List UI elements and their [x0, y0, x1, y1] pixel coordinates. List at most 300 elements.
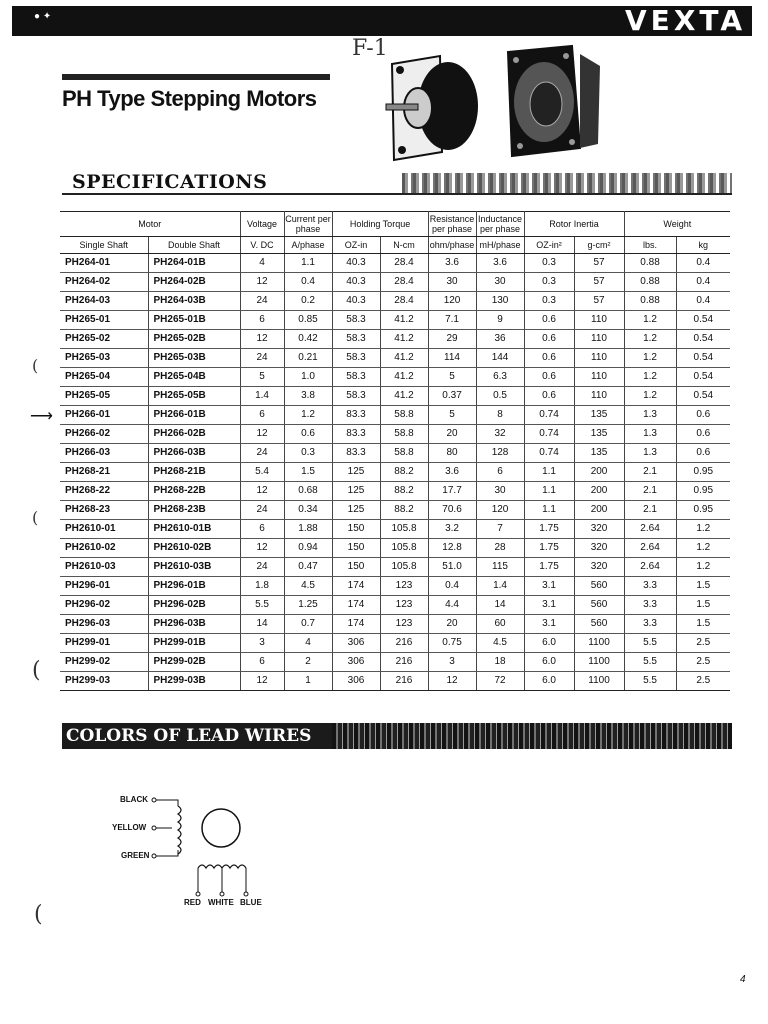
table-cell: 125 [332, 501, 380, 520]
table-cell: 24 [240, 444, 284, 463]
table-cell: 6.0 [524, 653, 574, 672]
table-cell: 3.3 [624, 596, 676, 615]
single-shaft-model: PH268-21 [60, 463, 148, 482]
table-row [60, 520, 730, 539]
table-cell: 0.95 [676, 482, 730, 501]
unit-header: OZ-in [332, 237, 380, 254]
table-cell: 150 [332, 520, 380, 539]
header-rotor-inertia: Rotor Inertia [524, 212, 624, 237]
table-row [60, 368, 730, 387]
double-shaft-model: PH268-22B [148, 482, 240, 501]
table-cell: 0.54 [676, 349, 730, 368]
wire-label-black: BLACK [120, 795, 148, 804]
table-cell: 83.3 [332, 406, 380, 425]
table-row [60, 653, 730, 672]
table-cell: 40.3 [332, 292, 380, 311]
table-cell: 200 [574, 501, 624, 520]
table-cell: 320 [574, 539, 624, 558]
table-cell: 0.54 [676, 368, 730, 387]
table-cell: 1.3 [624, 444, 676, 463]
table-cell: 3 [428, 653, 476, 672]
table-cell: 216 [380, 672, 428, 691]
wire-label-white: WHITE [208, 898, 234, 907]
table-cell: 1 [284, 672, 332, 691]
table-cell: 0.6 [676, 425, 730, 444]
single-shaft-model: PH264-03 [60, 292, 148, 311]
table-cell: 0.4 [676, 254, 730, 273]
table-cell: 0.4 [284, 273, 332, 292]
table-cell: 12 [240, 539, 284, 558]
table-cell: 1.2 [676, 520, 730, 539]
single-shaft-model: PH265-02 [60, 330, 148, 349]
table-cell: 88.2 [380, 463, 428, 482]
table-cell: 6 [476, 463, 524, 482]
table-cell: 6.0 [524, 672, 574, 691]
double-shaft-model: PH2610-02B [148, 539, 240, 558]
band-texture [402, 173, 732, 193]
table-cell: 30 [428, 273, 476, 292]
table-cell: 12 [240, 672, 284, 691]
table-cell: 4.4 [428, 596, 476, 615]
table-cell: 12 [240, 273, 284, 292]
header-weight: Weight [624, 212, 730, 237]
table-cell: 12 [428, 672, 476, 691]
table-cell: 5 [428, 368, 476, 387]
table-cell: 36 [476, 330, 524, 349]
table-cell: 123 [380, 596, 428, 615]
table-row [60, 406, 730, 425]
table-cell: 123 [380, 615, 428, 634]
single-shaft-model: PH299-02 [60, 653, 148, 672]
unit-header: Single Shaft [60, 237, 148, 254]
double-shaft-model: PH264-03B [148, 292, 240, 311]
table-cell: 0.2 [284, 292, 332, 311]
table-row [60, 425, 730, 444]
margin-bracket-3: ( [32, 658, 41, 683]
table-cell: 29 [428, 330, 476, 349]
table-cell: 0.54 [676, 387, 730, 406]
table-cell: 2.5 [676, 672, 730, 691]
table-cell: 40.3 [332, 254, 380, 273]
specifications-band [62, 171, 732, 197]
table-cell: 114 [428, 349, 476, 368]
table-cell: 28.4 [380, 292, 428, 311]
table-cell: 110 [574, 368, 624, 387]
table-cell: 0.54 [676, 311, 730, 330]
table-cell: 1.2 [624, 311, 676, 330]
table-cell: 1.5 [676, 615, 730, 634]
table-cell: 6 [240, 653, 284, 672]
table-cell: 2.1 [624, 501, 676, 520]
table-cell: 560 [574, 596, 624, 615]
header-current: Current per phase [284, 212, 332, 237]
table-cell: 32 [476, 425, 524, 444]
table-cell: 0.94 [284, 539, 332, 558]
table-cell: 0.3 [524, 292, 574, 311]
unit-header: V. DC [240, 237, 284, 254]
table-row [60, 254, 730, 273]
table-cell: 0.37 [428, 387, 476, 406]
table-cell: 41.2 [380, 330, 428, 349]
table-cell: 0.5 [476, 387, 524, 406]
table-cell: 1.1 [524, 482, 574, 501]
specifications-heading: SPECIFICATIONS [72, 171, 268, 193]
table-cell: 1.75 [524, 539, 574, 558]
table-cell: 58.3 [332, 387, 380, 406]
table-row [60, 273, 730, 292]
table-cell: 30 [476, 273, 524, 292]
table-cell: 0.4 [428, 577, 476, 596]
table-cell: 57 [574, 292, 624, 311]
page-number: 4 [740, 974, 746, 985]
table-cell: 3 [240, 634, 284, 653]
single-shaft-model: PH266-02 [60, 425, 148, 444]
table-cell: 0.34 [284, 501, 332, 520]
table-cell: 5.5 [240, 596, 284, 615]
table-cell: 58.8 [380, 406, 428, 425]
table-cell: 560 [574, 615, 624, 634]
table-cell: 320 [574, 558, 624, 577]
table-cell: 306 [332, 653, 380, 672]
table-cell: 1.2 [624, 349, 676, 368]
wire-label-green: GREEN [121, 851, 150, 860]
table-cell: 3.8 [284, 387, 332, 406]
single-shaft-model: PH296-03 [60, 615, 148, 634]
table-cell: 0.75 [428, 634, 476, 653]
table-cell: 1.2 [624, 330, 676, 349]
table-cell: 6.3 [476, 368, 524, 387]
table-cell: 0.88 [624, 273, 676, 292]
table-cell: 1.1 [524, 501, 574, 520]
table-cell: 6 [240, 406, 284, 425]
table-row [60, 330, 730, 349]
table-cell: 57 [574, 273, 624, 292]
table-cell: 1.0 [284, 368, 332, 387]
table-cell: 6 [240, 311, 284, 330]
table-cell: 125 [332, 463, 380, 482]
table-cell: 0.88 [624, 254, 676, 273]
table-cell: 2.1 [624, 482, 676, 501]
table-cell: 0.6 [524, 330, 574, 349]
table-cell: 2.1 [624, 463, 676, 482]
table-cell: 12.8 [428, 539, 476, 558]
table-cell: 28.4 [380, 273, 428, 292]
corner-marks: ● ✦ [34, 11, 52, 22]
table-cell: 123 [380, 577, 428, 596]
table-cell: 120 [476, 501, 524, 520]
table-cell: 105.8 [380, 539, 428, 558]
table-cell: 60 [476, 615, 524, 634]
table-cell: 24 [240, 349, 284, 368]
table-cell: 1100 [574, 634, 624, 653]
table-cell: 5.5 [624, 634, 676, 653]
table-cell: 1.2 [676, 558, 730, 577]
title-rule [62, 74, 330, 80]
table-cell: 24 [240, 558, 284, 577]
table-cell: 3.1 [524, 577, 574, 596]
table-cell: 6.0 [524, 634, 574, 653]
table-cell: 0.6 [524, 349, 574, 368]
table-cell: 12 [240, 425, 284, 444]
table-cell: 5.4 [240, 463, 284, 482]
double-shaft-model: PH2610-01B [148, 520, 240, 539]
table-cell: 0.4 [676, 292, 730, 311]
table-cell: 1.1 [524, 463, 574, 482]
table-row [60, 292, 730, 311]
double-shaft-model: PH296-01B [148, 577, 240, 596]
table-cell: 1.4 [476, 577, 524, 596]
specifications-body [60, 254, 730, 691]
table-cell: 0.6 [524, 311, 574, 330]
handwritten-note: F-1 [352, 36, 388, 61]
band-rule [62, 193, 732, 195]
table-cell: 1.8 [240, 577, 284, 596]
unit-header-row [60, 237, 730, 254]
table-cell: 0.6 [524, 368, 574, 387]
table-cell: 2 [284, 653, 332, 672]
table-cell: 58.8 [380, 444, 428, 463]
table-row [60, 615, 730, 634]
table-cell: 130 [476, 292, 524, 311]
table-cell: 135 [574, 444, 624, 463]
double-shaft-model: PH296-03B [148, 615, 240, 634]
table-cell: 7.1 [428, 311, 476, 330]
lead-wires-heading: COLORS OF LEAD WIRES [66, 726, 312, 746]
double-shaft-model: PH2610-03B [148, 558, 240, 577]
table-cell: 1.5 [676, 596, 730, 615]
table-cell: 28.4 [380, 254, 428, 273]
table-cell: 30 [476, 482, 524, 501]
single-shaft-model: PH264-01 [60, 254, 148, 273]
table-cell: 0.6 [284, 425, 332, 444]
unit-header: kg [676, 237, 730, 254]
wire-label-red: RED [184, 898, 201, 907]
table-cell: 0.3 [524, 273, 574, 292]
table-cell: 216 [380, 634, 428, 653]
single-shaft-model: PH2610-02 [60, 539, 148, 558]
table-cell: 0.88 [624, 292, 676, 311]
table-cell: 28 [476, 539, 524, 558]
table-row [60, 539, 730, 558]
table-cell: 6 [240, 520, 284, 539]
unit-header: mH/phase [476, 237, 524, 254]
table-row [60, 672, 730, 691]
double-shaft-model: PH265-02B [148, 330, 240, 349]
single-shaft-model: PH296-02 [60, 596, 148, 615]
table-cell: 0.74 [524, 425, 574, 444]
table-cell: 306 [332, 672, 380, 691]
table-cell: 105.8 [380, 558, 428, 577]
table-cell: 0.47 [284, 558, 332, 577]
table-cell: 1.2 [624, 368, 676, 387]
table-cell: 1100 [574, 672, 624, 691]
table-cell: 174 [332, 596, 380, 615]
table-cell: 1.75 [524, 520, 574, 539]
table-cell: 5.5 [624, 653, 676, 672]
table-cell: 8 [476, 406, 524, 425]
double-shaft-model: PH299-01B [148, 634, 240, 653]
table-cell: 7 [476, 520, 524, 539]
table-cell: 1.1 [284, 254, 332, 273]
table-cell: 200 [574, 463, 624, 482]
table-cell: 2.64 [624, 520, 676, 539]
table-cell: 306 [332, 634, 380, 653]
motor-photo-angle [502, 42, 602, 162]
table-row [60, 501, 730, 520]
table-cell: 135 [574, 406, 624, 425]
table-cell: 88.2 [380, 482, 428, 501]
header-voltage: Voltage [240, 212, 284, 237]
table-cell: 0.3 [284, 444, 332, 463]
table-row [60, 463, 730, 482]
table-cell: 560 [574, 577, 624, 596]
double-shaft-model: PH265-01B [148, 311, 240, 330]
table-cell: 80 [428, 444, 476, 463]
table-cell: 0.6 [524, 387, 574, 406]
table-cell: 5 [240, 368, 284, 387]
table-cell: 3.6 [428, 254, 476, 273]
table-cell: 1.3 [624, 425, 676, 444]
single-shaft-model: PH268-23 [60, 501, 148, 520]
table-cell: 58.3 [332, 330, 380, 349]
table-cell: 4 [240, 254, 284, 273]
table-cell: 0.3 [524, 254, 574, 273]
table-cell: 1.4 [240, 387, 284, 406]
unit-header: A/phase [284, 237, 332, 254]
single-shaft-model: PH266-01 [60, 406, 148, 425]
table-cell: 4 [284, 634, 332, 653]
single-shaft-model: PH264-02 [60, 273, 148, 292]
table-cell: 18 [476, 653, 524, 672]
table-cell: 1.5 [676, 577, 730, 596]
table-cell: 0.21 [284, 349, 332, 368]
table-cell: 0.74 [524, 406, 574, 425]
table-row [60, 558, 730, 577]
double-shaft-model: PH268-21B [148, 463, 240, 482]
table-cell: 135 [574, 425, 624, 444]
table-cell: 88.2 [380, 501, 428, 520]
table-cell: 125 [332, 482, 380, 501]
arrow-marker: ⟶ [30, 408, 53, 425]
table-cell: 3.3 [624, 615, 676, 634]
table-cell: 41.2 [380, 368, 428, 387]
table-cell: 120 [428, 292, 476, 311]
table-cell: 12 [240, 482, 284, 501]
table-row [60, 349, 730, 368]
table-cell: 3.1 [524, 596, 574, 615]
table-cell: 3.6 [428, 463, 476, 482]
table-cell: 216 [380, 653, 428, 672]
table-cell: 70.6 [428, 501, 476, 520]
table-cell: 1100 [574, 653, 624, 672]
table-cell: 0.7 [284, 615, 332, 634]
lead-wires-band [62, 723, 732, 749]
table-cell: 40.3 [332, 273, 380, 292]
motor-photo-front [382, 52, 482, 162]
single-shaft-model: PH265-04 [60, 368, 148, 387]
margin-bracket-4: ( [34, 902, 43, 927]
table-row [60, 577, 730, 596]
table-cell: 58.3 [332, 349, 380, 368]
double-shaft-model: PH266-02B [148, 425, 240, 444]
table-cell: 58.3 [332, 368, 380, 387]
table-cell: 20 [428, 425, 476, 444]
table-cell: 150 [332, 539, 380, 558]
table-cell: 0.85 [284, 311, 332, 330]
page-title: PH Type Stepping Motors [62, 86, 317, 111]
wire-label-blue: BLUE [240, 898, 262, 907]
table-cell: 115 [476, 558, 524, 577]
table-cell: 110 [574, 349, 624, 368]
table-cell: 174 [332, 615, 380, 634]
double-shaft-model: PH299-02B [148, 653, 240, 672]
band-texture [332, 723, 732, 749]
table-cell: 110 [574, 387, 624, 406]
table-row [60, 482, 730, 501]
double-shaft-model: PH265-03B [148, 349, 240, 368]
table-row [60, 634, 730, 653]
table-cell: 72 [476, 672, 524, 691]
table-cell: 2.5 [676, 653, 730, 672]
table-row [60, 311, 730, 330]
unit-header: lbs. [624, 237, 676, 254]
double-shaft-model: PH264-01B [148, 254, 240, 273]
table-cell: 0.74 [524, 444, 574, 463]
table-cell: 110 [574, 311, 624, 330]
single-shaft-model: PH299-01 [60, 634, 148, 653]
single-shaft-model: PH266-03 [60, 444, 148, 463]
table-cell: 2.5 [676, 634, 730, 653]
table-cell: 200 [574, 482, 624, 501]
table-cell: 51.0 [428, 558, 476, 577]
table-cell: 58.8 [380, 425, 428, 444]
table-cell: 3.1 [524, 615, 574, 634]
table-cell: 41.2 [380, 387, 428, 406]
table-cell: 105.8 [380, 520, 428, 539]
single-shaft-model: PH2610-03 [60, 558, 148, 577]
table-cell: 17.7 [428, 482, 476, 501]
table-cell: 2.64 [624, 558, 676, 577]
brand-logo: VEXTA [625, 4, 746, 37]
unit-header: g-cm² [574, 237, 624, 254]
header-motor: Motor [60, 212, 240, 237]
table-cell: 0.54 [676, 330, 730, 349]
double-shaft-model: PH265-05B [148, 387, 240, 406]
table-cell: 110 [574, 330, 624, 349]
table-cell: 1.88 [284, 520, 332, 539]
table-cell: 24 [240, 292, 284, 311]
table-cell: 4.5 [284, 577, 332, 596]
specifications-table [60, 211, 730, 691]
margin-bracket-1: ( [32, 356, 39, 375]
table-cell: 2.64 [624, 539, 676, 558]
table-cell: 144 [476, 349, 524, 368]
table-cell: 41.2 [380, 349, 428, 368]
table-cell: 150 [332, 558, 380, 577]
table-row [60, 444, 730, 463]
table-cell: 1.2 [624, 387, 676, 406]
single-shaft-model: PH296-01 [60, 577, 148, 596]
top-banner [12, 6, 752, 36]
table-cell: 83.3 [332, 425, 380, 444]
table-cell: 1.2 [676, 539, 730, 558]
table-cell: 24 [240, 501, 284, 520]
double-shaft-model: PH265-04B [148, 368, 240, 387]
double-shaft-model: PH266-01B [148, 406, 240, 425]
header-resistance: Resistance per phase [428, 212, 476, 237]
table-cell: 5.5 [624, 672, 676, 691]
header-inductance: Inductance per phase [476, 212, 524, 237]
